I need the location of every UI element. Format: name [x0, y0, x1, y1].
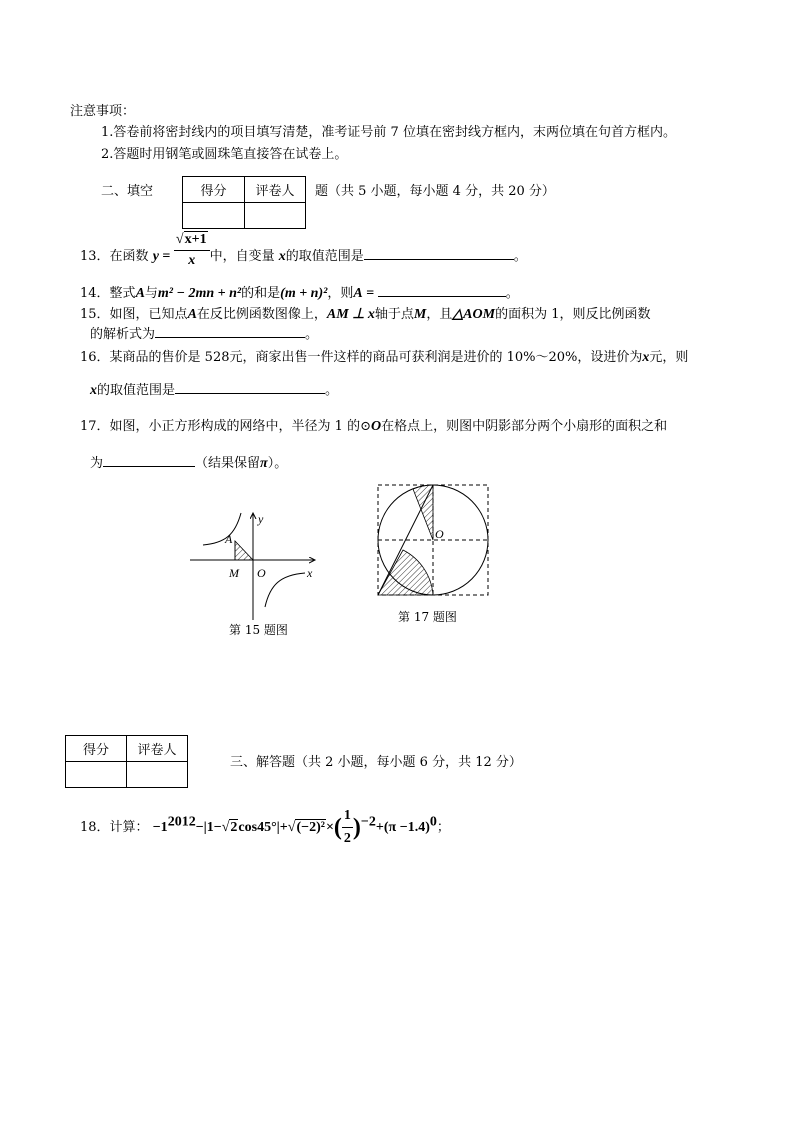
- grader-header: 评卷人: [127, 736, 188, 762]
- question-13: [80, 232, 527, 277]
- fig15-label-o: O: [257, 566, 266, 580]
- q15-number: 15．: [80, 307, 110, 322]
- q13-var-x: x: [278, 249, 286, 264]
- q16-number: 16．: [80, 350, 110, 365]
- q17-text: 如图，小正方形构成的网络中，半径为 1 的: [109, 419, 361, 434]
- q18-times: ×: [325, 820, 334, 835]
- q13-var-y: y: [152, 249, 159, 264]
- q15-text: 如图，已知点: [109, 307, 188, 322]
- q14-var-a-2: A: [353, 286, 363, 301]
- q18-number: 18．: [80, 820, 110, 835]
- figure-17: [375, 482, 493, 600]
- notice-item-2: 2.答题时用钢笔或圆珠笔直接答在试卷上。: [101, 147, 348, 162]
- q14-text: 整式: [109, 286, 136, 301]
- fig15-caption: 第 15 题图: [229, 623, 288, 637]
- q13-text-mid: 中，自变量: [209, 249, 275, 264]
- section2-score-table: [182, 176, 306, 229]
- fig15-curve-left: [203, 513, 241, 545]
- q13-text-post: 的取值范围是: [285, 249, 364, 264]
- q18-term-2: −|1−: [195, 820, 222, 835]
- q17-line2-text-2: （结果保留: [195, 456, 261, 471]
- fig15-curve-right: [265, 573, 305, 607]
- q14-text-2: 与: [144, 286, 158, 301]
- q17-line2-text: 为: [90, 456, 104, 471]
- score-cell[interactable]: [66, 762, 127, 788]
- q15-var-a: A: [187, 307, 197, 322]
- q18-text: 计算：: [109, 820, 149, 835]
- grader-cell[interactable]: [245, 203, 306, 229]
- q18-frac-den: 2: [343, 831, 351, 846]
- fig17-label-o: O: [435, 527, 444, 541]
- question-17-line2: [90, 453, 287, 474]
- score-cell[interactable]: [183, 203, 245, 229]
- q14-number: 14．: [80, 286, 110, 301]
- q15-text-4: ，且: [426, 307, 453, 322]
- q18-exp-2: −2: [360, 814, 376, 830]
- q13-end: 。: [513, 249, 527, 264]
- fig15-shaded-triangle: [235, 541, 253, 560]
- q18-sqrt-2: √(−2)²: [287, 820, 325, 835]
- score-header: 得分: [183, 177, 245, 203]
- q15-text-3: 轴于点: [374, 307, 414, 322]
- q16-end: 。: [325, 383, 339, 398]
- fig15-label-x: x: [307, 566, 313, 580]
- section2-label: 二、填空: [101, 184, 154, 199]
- q13-text: 在函数: [109, 249, 149, 264]
- q14-text-3: 的和是: [241, 286, 281, 301]
- q18-exp-1: 2012: [167, 814, 196, 830]
- q18-radicand-1: 2: [230, 820, 238, 835]
- fig17-sector-top: [413, 485, 433, 540]
- q18-sqrt-1: √2: [221, 820, 238, 835]
- question-15-line2: [90, 324, 318, 344]
- q13-answer-blank[interactable]: [364, 246, 514, 260]
- fig15-label-m: M: [229, 566, 239, 580]
- fig17-caption: 第 17 题图: [398, 610, 457, 624]
- grader-header: 评卷人: [245, 177, 306, 203]
- q17-number: 17．: [80, 419, 110, 434]
- q15-var-m: M: [413, 307, 427, 322]
- q13-numerator: √x+1: [174, 230, 210, 251]
- section3-score-table: [65, 735, 188, 788]
- q15-triangle: △AOM: [452, 307, 496, 322]
- q15-line2-text: 的解析式为: [90, 327, 156, 342]
- question-16-line2: [90, 380, 338, 401]
- q15-text-2: 在反比例函数图像上，: [196, 307, 327, 322]
- q13-number: 13．: [80, 249, 110, 264]
- q18-paren-close: ): [352, 814, 361, 841]
- figure-15: [185, 505, 325, 625]
- q17-answer-blank[interactable]: [103, 453, 195, 467]
- q16-var-x: x: [642, 350, 650, 365]
- q13-fraction: [174, 230, 210, 271]
- q18-frac-num: 1: [342, 805, 353, 828]
- q15-end: 。: [305, 327, 319, 342]
- q18-term-3: cos45°|+: [238, 820, 288, 835]
- q16-text-2: 元，则: [649, 350, 689, 365]
- q18-exp-3: 0: [429, 814, 437, 830]
- q16-answer-blank[interactable]: [175, 380, 325, 394]
- fig17-sector-bottom: [378, 550, 433, 595]
- q18-fraction: [342, 805, 353, 850]
- q18-term-5: +(π −1.4): [375, 820, 430, 835]
- q14-expr-1: m² − 2mn + n²: [157, 286, 242, 301]
- q14-expr-2: (m + n)²: [280, 286, 328, 301]
- q17-var-o: O: [371, 419, 382, 434]
- q18-end: ；: [436, 820, 450, 835]
- notice-item-1: 1.答卷前将密封线内的项目填写清楚，准考证号前 7 位填在密封线方框内，末两位填在句首方框内。: [101, 125, 676, 140]
- grader-cell[interactable]: [127, 762, 188, 788]
- q13-eq: =: [158, 249, 174, 264]
- fig15-label-y: y: [258, 512, 264, 526]
- q15-perp: AM ⊥ x: [326, 307, 375, 322]
- question-17: [80, 417, 667, 437]
- q13-sqrt-expr: x+1: [184, 232, 207, 247]
- q18-paren-open: (: [333, 814, 342, 841]
- section3-desc: 三、解答题（共 2 小题，每小题 6 分，共 12 分）: [230, 755, 522, 770]
- q15-answer-blank[interactable]: [155, 324, 305, 338]
- question-15: [80, 305, 650, 325]
- question-16: [80, 348, 688, 368]
- question-14: [80, 283, 519, 304]
- q16-var-x-2: x: [90, 383, 97, 398]
- q17-circle-symbol: ⊙: [360, 419, 371, 434]
- q17-pi: π: [260, 456, 268, 471]
- q14-var-a: A: [135, 286, 145, 301]
- q18-radicand-2: (−2)²: [296, 820, 325, 835]
- q13-denominator: x: [188, 253, 196, 268]
- q15-text-5: 的面积为 1，则反比例函数: [495, 307, 651, 322]
- q18-term-1: −1: [152, 820, 168, 835]
- section2-desc: 题（共 5 小题，每小题 4 分，共 20 分）: [315, 184, 555, 199]
- q17-text-2: 在格点上，则图中阴影部分两个小扇形的面积之和: [381, 419, 668, 434]
- q14-end: 。: [505, 286, 519, 301]
- q14-eq: =: [362, 286, 378, 301]
- q14-text-4: ，则: [327, 286, 354, 301]
- notice-title: 注意事项：: [70, 104, 136, 119]
- score-header: 得分: [66, 736, 127, 762]
- q14-answer-blank[interactable]: [378, 283, 506, 297]
- fig15-label-a: A: [225, 532, 233, 546]
- q16-line2-text: 的取值范围是: [97, 383, 176, 398]
- question-18: [80, 805, 450, 850]
- q16-text: 某商品的售价是 528元，商家出售一件这样的商品可获利润是进价的 10%～20%，设进价为: [109, 350, 643, 365]
- q17-line2-end: ）。: [267, 456, 288, 471]
